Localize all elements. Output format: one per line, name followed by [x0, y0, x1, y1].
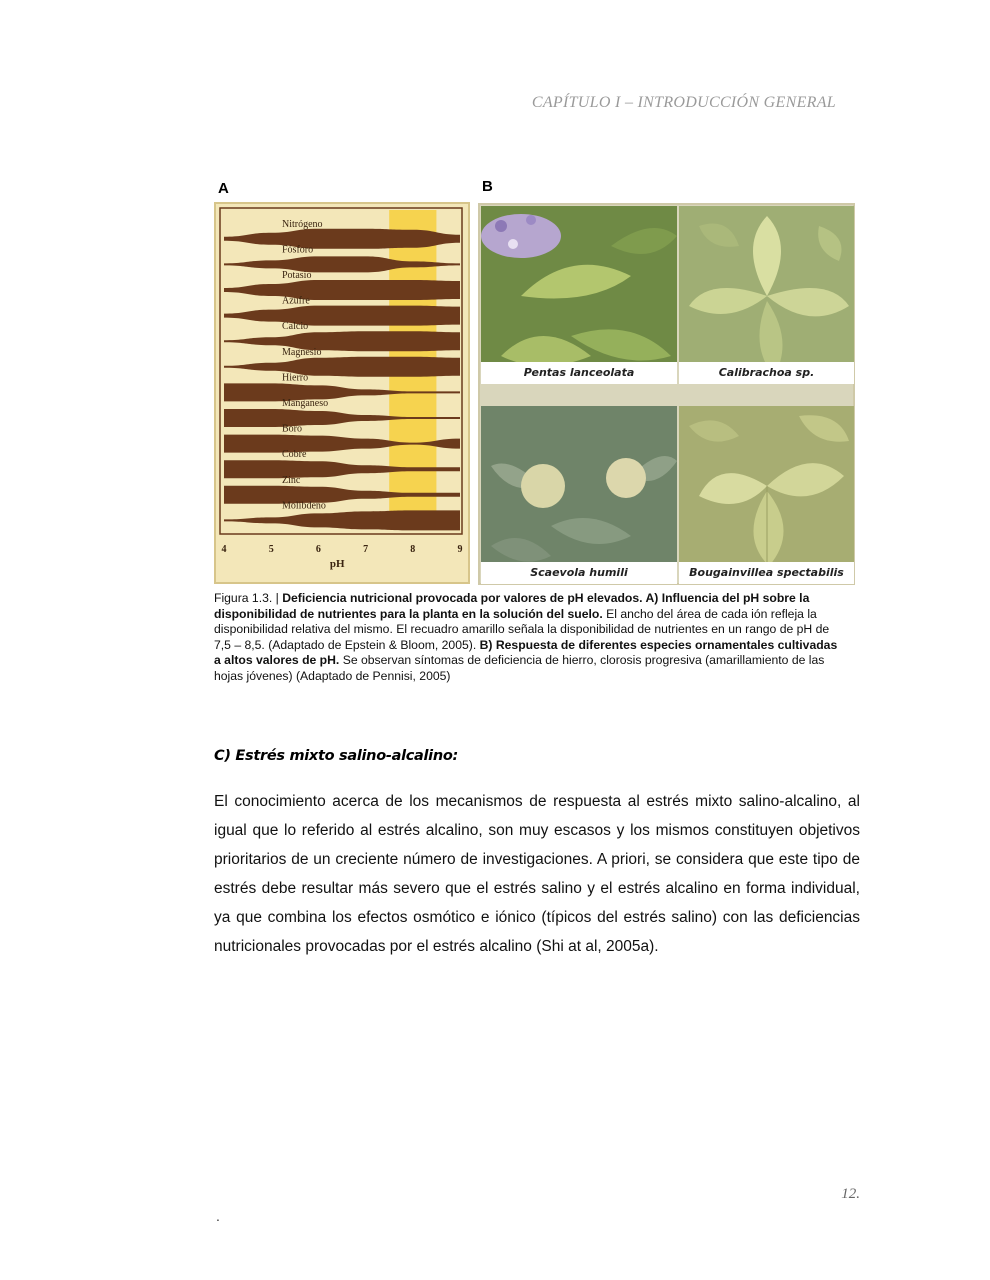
photo-pentas-lanceolata	[481, 206, 677, 384]
nutrient-band-6	[224, 357, 460, 377]
nutrient-label: Calcio	[282, 321, 309, 333]
nutrient-band-5	[224, 331, 460, 351]
plant-photo-image	[481, 206, 677, 384]
photo-calibrachoa	[679, 206, 854, 384]
nutrient-label: Boro	[282, 423, 302, 435]
photo-label: Pentas lanceolata	[481, 362, 677, 384]
nutrient-label: Magnesio	[282, 346, 322, 358]
running-header: CAPÍTULO I – INTRODUCCIÓN GENERAL	[531, 94, 836, 111]
figure-caption	[214, 591, 838, 684]
nutrient-label: Fósforo	[282, 244, 314, 256]
nutrient-chart-svg	[216, 204, 468, 582]
nutrient-label: Molibdeno	[282, 500, 326, 512]
photo-label: Bougainvillea spectabilis	[679, 562, 854, 584]
ph-tick-label: 9	[457, 544, 463, 555]
nutrient-label: Manganeso	[282, 398, 329, 409]
nutrient-band-12	[224, 510, 460, 530]
ph-tick-label: 5	[268, 544, 274, 555]
footer-dot: .	[216, 1208, 220, 1224]
ph-tick-label: 6	[315, 544, 321, 555]
ph-tick-label: 8	[410, 544, 416, 555]
caption-text-b: Se observan síntomas de deficiencia de hierro, clorosis progresiva (amarillamiento de las hojas jóvenes) (Adaptado de Pennisi, 2005)	[214, 653, 825, 683]
photo-scaevola-humili	[481, 406, 677, 584]
ph-tick-label: 4	[221, 544, 227, 555]
plant-photo-image	[679, 406, 854, 584]
caption-bold-a: Deficiencia nutricional provocada por valores de pH elevados. A) Influencia del pH sobre la disponibilidad de nutrientes para la planta en la solución del suelo.	[214, 591, 810, 621]
caption-text-a: El ancho del área de cada ión refleja la disponibilidad relativa del mismo. El recuadro amarillo señala la disponibilidad de nutrientes en un rango de pH de 7,5 – 8,5. (Adaptado de Epstein & Bloom, 2005).	[214, 606, 830, 652]
nutrient-label: Hierro	[282, 372, 309, 384]
nutrient-availability-chart	[214, 202, 470, 584]
section-heading: C) Estrés mixto salino-alcalino:	[214, 748, 459, 764]
ph-tick-label: 7	[363, 544, 369, 555]
panel-a-label: A	[218, 180, 229, 197]
caption-prefix: Figura 1.3. |	[214, 591, 283, 605]
plant-photo-image	[481, 406, 677, 584]
ph-axis-label: pH	[329, 558, 345, 570]
photo-label: Calibrachoa sp.	[679, 362, 854, 384]
panel-b-label: B	[482, 178, 493, 195]
nutrient-label: Cobre	[282, 449, 307, 461]
photo-bougainvillea-spectabilis	[679, 406, 854, 584]
plant-photo-image	[679, 206, 854, 384]
body-paragraph: El conocimiento acerca de los mecanismos de respuesta al estrés mixto salino-alcalino, al igual que lo referido al estrés alcalino, son muy escasos y los mismos constituyen objetivos prioritarios de un creciente número de investigaciones. A priori, se considera que este tipo de estrés debe resultar más severo que el estrés salino y el estrés alcalino en forma individual, ya que combina los efectos osmótico e iónico (típicos del estrés salino) con las deficiencias nutricionales provocadas por el estrés alcalino (Shi at al, 2005a).	[214, 793, 860, 955]
nutrient-label: Azufre	[282, 295, 310, 307]
nutrient-label: Potasio	[282, 270, 312, 281]
page-number: 12.	[841, 1186, 860, 1202]
photo-label: Scaevola humili	[481, 562, 677, 584]
nutrient-label: Zinc	[282, 474, 301, 486]
caption-bold-b: B) Respuesta de diferentes especies ornamentales cultivadas a altos valores de pH.	[214, 637, 838, 667]
nutrient-band-4	[224, 306, 460, 326]
nutrient-band-1	[224, 229, 460, 249]
plant-photo-grid	[478, 203, 855, 585]
nutrient-band-3	[224, 280, 460, 300]
nutrient-label: Nitrógeno	[282, 218, 323, 230]
